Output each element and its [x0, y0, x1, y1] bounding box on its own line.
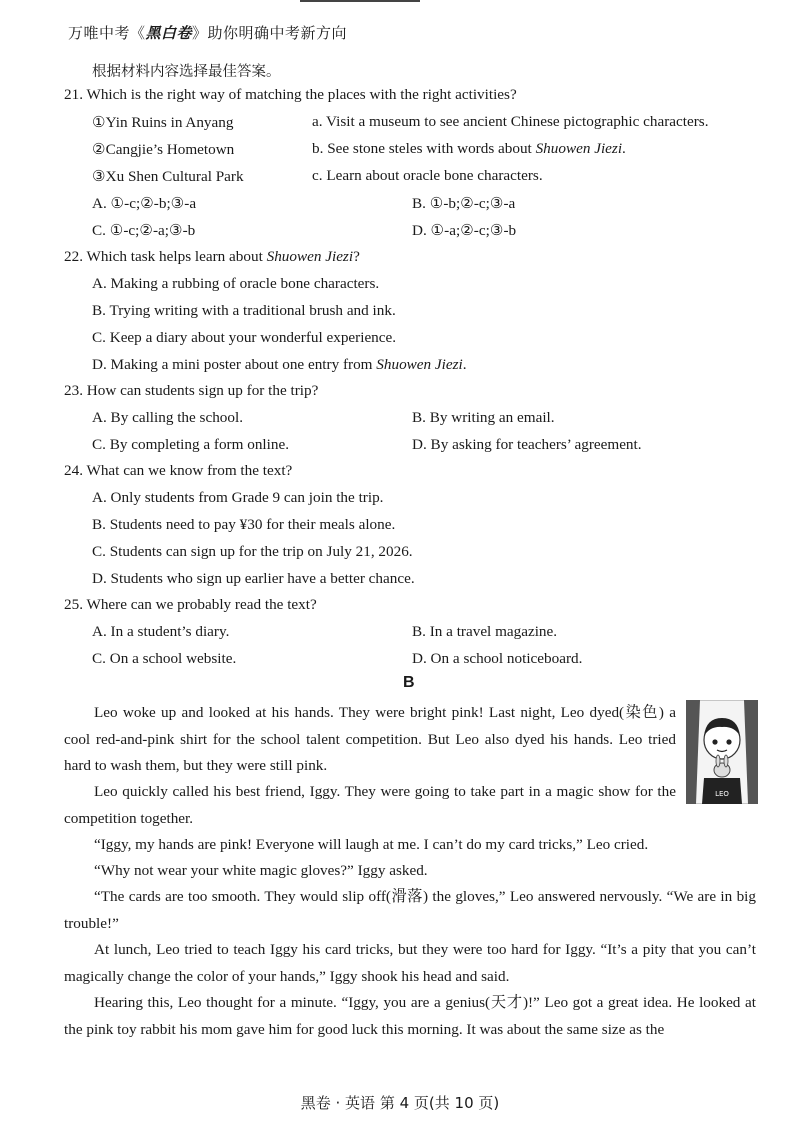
q22-option-c: C. Keep a diary about your wonderful experience. [92, 329, 397, 346]
q22-option-d: D. Making a mini poster about one entry from Shuowen Jiezi. [92, 356, 467, 373]
q21-activity-c: c. Learn about oracle bone characters. [312, 167, 543, 184]
q21-option-b: B. ①-b;②-c;③-a [412, 195, 516, 212]
q21-activity-a: a. Visit a museum to see ancient Chinese pictographic characters. [312, 113, 709, 130]
q24-option-a: A. Only students from Grade 9 can join the trip. [92, 489, 384, 506]
hat-label: LEO [715, 790, 729, 798]
q23-option-d: D. By asking for teachers’ agreement. [412, 436, 642, 453]
section-b-heading: B [403, 674, 415, 691]
q25-option-b: B. In a travel magazine. [412, 623, 558, 640]
q21-activity-b: b. See stone steles with words about Shuowen Jiezi. [312, 140, 626, 157]
magician-boy-image [686, 700, 758, 804]
q23-option-c: C. By completing a form online. [92, 436, 289, 453]
q21-place-2: ②Cangjie’s Hometown [92, 141, 235, 158]
top-rule [300, 0, 420, 2]
header-brand: 黑白卷 [145, 24, 193, 42]
question-21-stem: 21. Which is the right way of matching the places with the right activities? [64, 86, 517, 103]
passage-paragraph-4: “Why not wear your white magic gloves?” Iggy asked. [94, 862, 428, 879]
passage-paragraph-2: Leo quickly called his best friend, Iggy. They were going to take part in a magic show for the competition together. [64, 783, 676, 827]
q21-option-c: C. ①-c;②-a;③-b [92, 222, 196, 239]
q23-option-b: B. By writing an email. [412, 409, 555, 426]
question-22-stem: 22. Which task helps learn about Shuowen Jiezi? [64, 248, 360, 265]
q23-option-a: A. By calling the school. [92, 409, 244, 426]
q24-option-c: C. Students can sign up for the trip on July 21, 2026. [92, 543, 413, 560]
passage-paragraph-3: “Iggy, my hands are pink! Everyone will laugh at me. I can’t do my card tricks,” Leo cried. [94, 836, 649, 853]
q25-option-a: A. In a student’s diary. [92, 623, 230, 640]
q21-place-1: ①Yin Ruins in Anyang [92, 114, 234, 131]
instruction: 根据材料内容选择最佳答案。 [92, 64, 281, 80]
question-24-stem: 24. What can we know from the text? [64, 462, 293, 479]
q25-option-c: C. On a school website. [92, 650, 237, 667]
question-25-stem: 25. Where can we probably read the text? [64, 596, 317, 613]
page-header: 万唯中考《黑白卷》助你明确中考新方向 [68, 24, 348, 42]
passage-paragraph-1: Leo woke up and looked at his hands. They were bright pink! Last night, Leo dyed(染色) a cool red-and-pink shirt for the school talent competition. But Leo also dyed his hands. Leo tried hard to wash them, but they were still pink. [64, 704, 676, 774]
q22-option-b: B. Trying writing with a traditional brush and ink. [92, 302, 396, 319]
q25-option-d: D. On a school noticeboard. [412, 650, 583, 667]
passage-paragraph-5: “The cards are too smooth. They would slip off(滑落) the gloves,” Leo answered nervously. “We are in big trouble!” [64, 888, 756, 932]
q22-option-a: A. Making a rubbing of oracle bone characters. [92, 275, 380, 292]
q21-place-3: ③Xu Shen Cultural Park [92, 168, 244, 185]
passage-paragraph-7: Hearing this, Leo thought for a minute. “Iggy, you are a genius(天才)!” Leo got a great idea. He looked at the pink toy rabbit his mom gave him for good luck this morning. It was about the same size as the [64, 994, 756, 1038]
q21-option-a: A. ①-c;②-b;③-a [92, 195, 197, 212]
q21-option-d: D. ①-a;②-c;③-b [412, 222, 517, 239]
passage-paragraph-6: At lunch, Leo tried to teach Iggy his card tricks, but they were too hard for Iggy. “It’s a pity that you can’t magically change the color of your hands,” Iggy shook his head and said. [64, 941, 756, 985]
leo-illustration [686, 700, 758, 804]
page-footer: 黑卷 · 英语 第 4 页(共 10 页) [300, 1094, 500, 1112]
q24-option-d: D. Students who sign up earlier have a better chance. [92, 570, 415, 587]
question-23-stem: 23. How can students sign up for the trip? [64, 382, 319, 399]
q24-option-b: B. Students need to pay ¥30 for their meals alone. [92, 516, 396, 533]
